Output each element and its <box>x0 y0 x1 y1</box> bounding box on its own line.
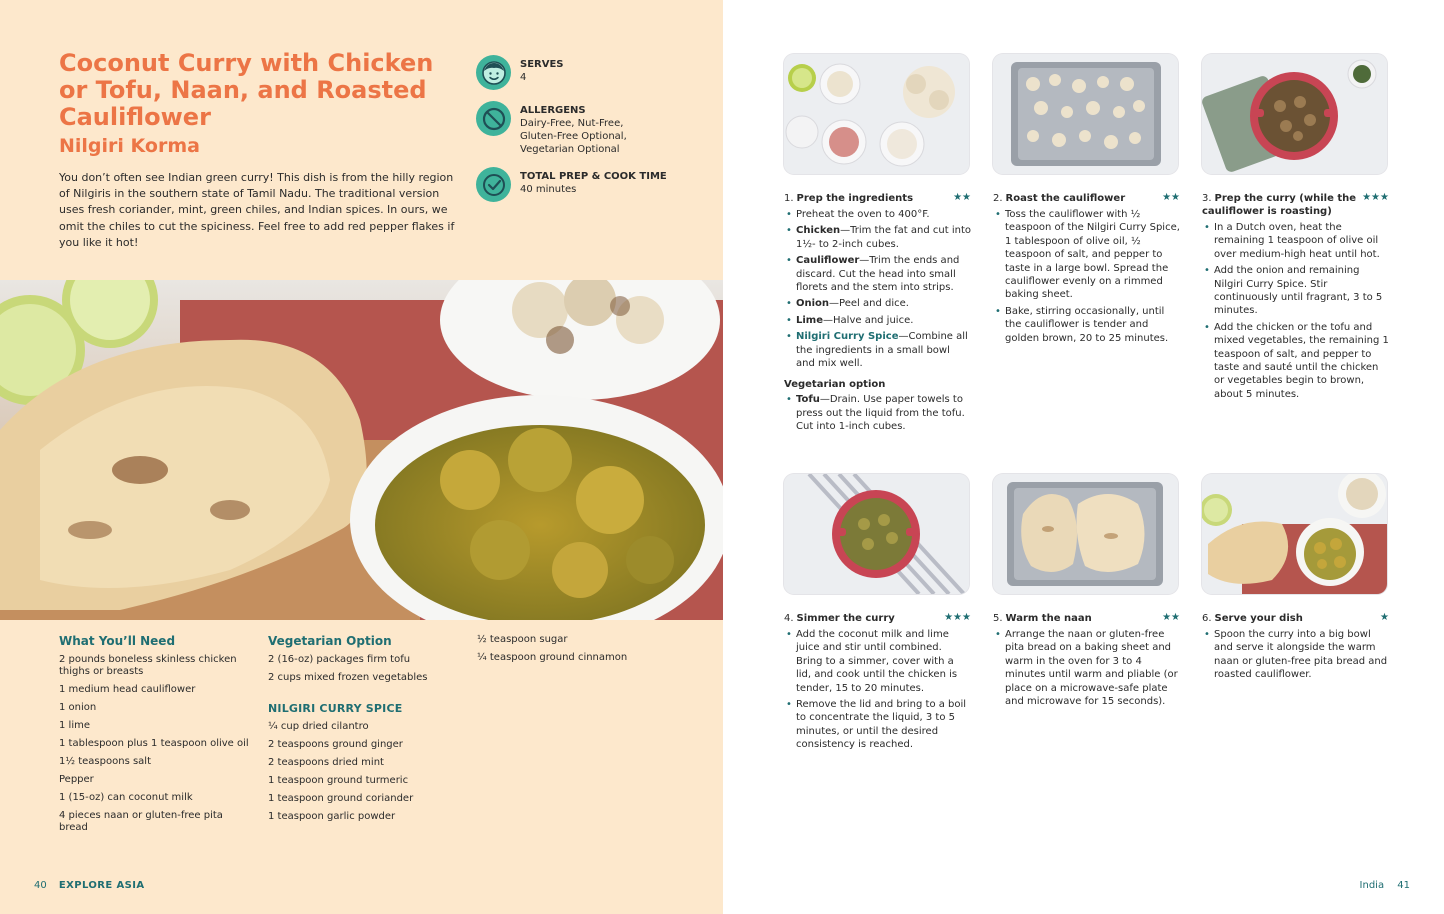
step-instructions <box>993 208 1180 345</box>
vegetarian-column <box>268 634 468 829</box>
ingredient-item: 2 teaspoons ground ginger <box>268 739 403 750</box>
step-6 <box>1202 474 1389 685</box>
instruction-item <box>784 314 971 327</box>
allergens-line: Vegetarian Optional <box>520 144 620 155</box>
serves-value: 4 <box>520 72 527 83</box>
instruction-item <box>993 305 1180 345</box>
step-instructions <box>1202 221 1389 401</box>
ingredient-item: ¼ cup dried cilantro <box>268 721 369 732</box>
ingredient-item: 1½ teaspoons salt <box>59 756 151 767</box>
ingredient-item: 1 teaspoon ground coriander <box>268 793 414 804</box>
instruction-text: —Combine all the ingredients in a small bowl and mix well. <box>796 331 968 370</box>
step-number: 5. <box>993 613 1003 624</box>
difficulty-stars: ★★ <box>1162 192 1180 203</box>
instruction-text: Add the onion and remaining Nilgiri Curry Spice. Stir continuously until fragrant, 3 to 5 minutes. <box>1214 265 1383 317</box>
instruction-text: Remove the lid and bring to a boil to concentrate the liquid, 3 to 5 minutes, or until the desired consistency is reached. <box>796 699 967 751</box>
hero-photo <box>0 280 723 620</box>
allergens-line: Gluten-Free Optional, <box>520 131 627 142</box>
step-number: 6. <box>1202 613 1212 624</box>
ingredient-item: 1 teaspoon ground turmeric <box>268 775 409 786</box>
ingredient-item: 1 lime <box>59 720 90 731</box>
instruction-text: Add the coconut milk and lime juice and stir until combined. Bring to a simmer, cover with a lid, and cook until the chicken is tender, 15 to 20 minutes. <box>796 629 958 694</box>
ingredient-item: ¼ teaspoon ground cinnamon <box>477 652 628 663</box>
allergens-label: ALLERGENS <box>520 105 586 116</box>
instruction-item <box>784 208 971 221</box>
step-instructions <box>784 628 971 752</box>
step-sub-heading: Vegetarian option <box>784 379 886 391</box>
instruction-text: In a Dutch oven, heat the remaining 1 teaspoon of olive oil over medium-high heat until hot. <box>1214 222 1380 260</box>
ingredients-column <box>59 634 249 840</box>
spice-list-continued <box>477 634 677 664</box>
time-label: TOTAL PREP & COOK TIME <box>520 171 667 182</box>
vegetarian-list <box>268 654 468 684</box>
instruction-text: Add the chicken or the tofu and mixed vegetables, the remaining 1 teaspoon of salt, and pepper to taste and sauté until the chicken or vegetables begin to brown, about 5 minutes. <box>1214 321 1389 400</box>
page-number-right: 41 <box>1397 880 1410 891</box>
difficulty-stars: ★★ <box>953 192 971 203</box>
step-title: Warm the naan <box>1005 613 1092 624</box>
recipe-intro: You don’t often see Indian green curry! This dish is from the hilly region of Nilgiris in the southern state of Tamil Nadu. The traditional version uses fresh coriander, mint, green chiles, and Indian spices. In ours, we omit the chiles to cut the spiciness. Feel free to add red pepper flakes if you like it hot! <box>59 171 455 249</box>
ingredient-item: 1 teaspoon garlic powder <box>268 811 396 822</box>
difficulty-stars: ★★★ <box>944 612 971 623</box>
recipe-subtitle: Nilgiri Korma <box>59 135 200 157</box>
step-sub-instructions <box>784 393 971 433</box>
step-1 <box>784 54 971 437</box>
step-title: Prep the ingredients <box>796 193 914 204</box>
instruction-lead: Chicken <box>796 225 841 237</box>
spice-heading: NILGIRI CURRY SPICE <box>268 702 403 715</box>
step-3 <box>1202 54 1389 404</box>
instruction-item <box>784 628 971 695</box>
ingredient-item: 1 (15-oz) can coconut milk <box>59 792 193 803</box>
ingredient-item: 2 cups mixed frozen vegetables <box>268 672 428 683</box>
clock-check-icon <box>476 167 511 202</box>
ingredient-item: 2 teaspoons dried mint <box>268 757 384 768</box>
instruction-text: Toss the cauliflower with ½ teaspoon of the Nilgiri Curry Spice, 1 tablespoon of olive oil, ½ teaspoon of salt, and pepper to taste in a large bowl. Spread the cauliflower evenly on a rimmed baking sheet. <box>1005 209 1180 301</box>
chapter-label: India <box>1359 880 1385 891</box>
face-icon <box>476 55 511 90</box>
step-title: Roast the cauliflower <box>1005 193 1126 204</box>
step-number: 4. <box>784 613 794 624</box>
no-symbol-icon <box>476 101 511 136</box>
difficulty-stars: ★★ <box>1162 612 1180 623</box>
instruction-text: —Trim the ends and discard. Cut the head into small florets and the stem into strips. <box>796 255 960 294</box>
section-title: EXPLORE ASIA <box>58 880 145 891</box>
instruction-text: —Drain. Use paper towels to press out the liquid from the tofu. Cut into 1-inch cubes. <box>796 394 965 433</box>
spice-continued-column <box>477 634 677 670</box>
ingredients-list <box>59 654 249 834</box>
instruction-text: Arrange the naan or gluten-free pita bread on a baking sheet and warm in the oven for 3 to 4 minutes until warm and pliable (or place on a microwave-safe plate and microwave for 15 seconds). <box>1005 629 1178 708</box>
page-number-left: 40 <box>34 880 47 891</box>
instruction-text: Bake, stirring occasionally, until the cauliflower is tender and golden brown, 20 to 25 minutes. <box>1005 305 1169 344</box>
instruction-text: Spoon the curry into a big bowl and serve it alongside the warm naan or gluten-free pita bread and roasted cauliflower. <box>1214 629 1388 681</box>
step-title: Serve your dish <box>1214 613 1303 624</box>
step-3-photo <box>1202 54 1387 174</box>
ingredient-item: 1 tablespoon plus 1 teaspoon olive oil <box>59 738 249 749</box>
instruction-item <box>784 393 971 433</box>
step-1-photo <box>784 54 969 174</box>
ingredients-heading: What You’ll Need <box>59 634 176 648</box>
time-value: 40 minutes <box>520 184 577 195</box>
ingredient-item: 2 (16-oz) packages firm tofu <box>268 654 411 665</box>
ingredient-item: Pepper <box>59 774 94 785</box>
instruction-item <box>784 297 971 310</box>
instruction-text: —Halve and juice. <box>823 314 914 326</box>
instruction-lead: Cauliflower <box>796 255 860 267</box>
instruction-text: —Trim the fat and cut into 1½- to 2-inch cubes. <box>796 225 971 250</box>
instruction-lead: Lime <box>796 314 824 326</box>
time-info <box>476 167 696 202</box>
instruction-text: —Peel and dice. <box>829 298 909 310</box>
ingredient-item: 2 pounds boneless skinless chicken thighs or breasts <box>59 654 237 677</box>
spice-list <box>268 721 468 823</box>
step-5 <box>993 474 1180 711</box>
instruction-item <box>993 208 1180 302</box>
step-2-photo <box>993 54 1178 174</box>
step-instructions <box>784 208 971 370</box>
step-number: 1. <box>784 193 794 204</box>
instruction-lead: Tofu <box>796 394 820 406</box>
instruction-text: Preheat the oven to 400°F. <box>796 209 930 220</box>
step-instructions <box>1202 628 1389 682</box>
step-4 <box>784 474 971 755</box>
instruction-item <box>993 628 1180 708</box>
step-instructions <box>993 628 1180 708</box>
serves-label: SERVES <box>520 59 564 70</box>
vegetarian-heading: Vegetarian Option <box>268 634 392 648</box>
instruction-item <box>1202 628 1389 682</box>
step-6-photo <box>1202 474 1387 594</box>
recipe-title: Coconut Curry with Chicken or Tofu, Naan, and Roasted Cauliflower <box>59 49 434 131</box>
allergens-info <box>476 101 696 156</box>
instruction-item <box>1202 221 1389 261</box>
instruction-item <box>1202 321 1389 401</box>
instruction-lead: Nilgiri Curry Spice <box>796 331 899 343</box>
footer-right <box>1360 880 1410 891</box>
difficulty-stars: ★★★ <box>1362 192 1389 203</box>
ingredient-item: 1 onion <box>59 702 97 713</box>
ingredient-item: ½ teaspoon sugar <box>477 634 568 645</box>
instruction-item <box>784 254 971 294</box>
step-number: 2. <box>993 193 1003 204</box>
instruction-item <box>784 330 971 370</box>
instruction-item <box>784 698 971 752</box>
step-title: Simmer the curry <box>796 613 895 624</box>
instruction-item <box>784 224 971 251</box>
ingredient-item: 4 pieces naan or gluten-free pita bread <box>59 810 223 833</box>
difficulty-stars: ★ <box>1380 612 1389 623</box>
footer-left <box>34 880 145 891</box>
step-title: Prep the curry (while the cauliflower is roasting) <box>1202 193 1357 217</box>
step-2 <box>993 54 1180 348</box>
ingredient-item: 1 medium head cauliflower <box>59 684 196 695</box>
allergens-line: Dairy-Free, Nut-Free, <box>520 118 624 129</box>
step-number: 3. <box>1202 193 1212 204</box>
instruction-item <box>1202 264 1389 318</box>
right-page <box>723 0 1444 914</box>
step-5-photo <box>993 474 1178 594</box>
step-4-photo <box>784 474 969 594</box>
instruction-lead: Onion <box>796 298 830 310</box>
serves-info <box>476 55 696 90</box>
